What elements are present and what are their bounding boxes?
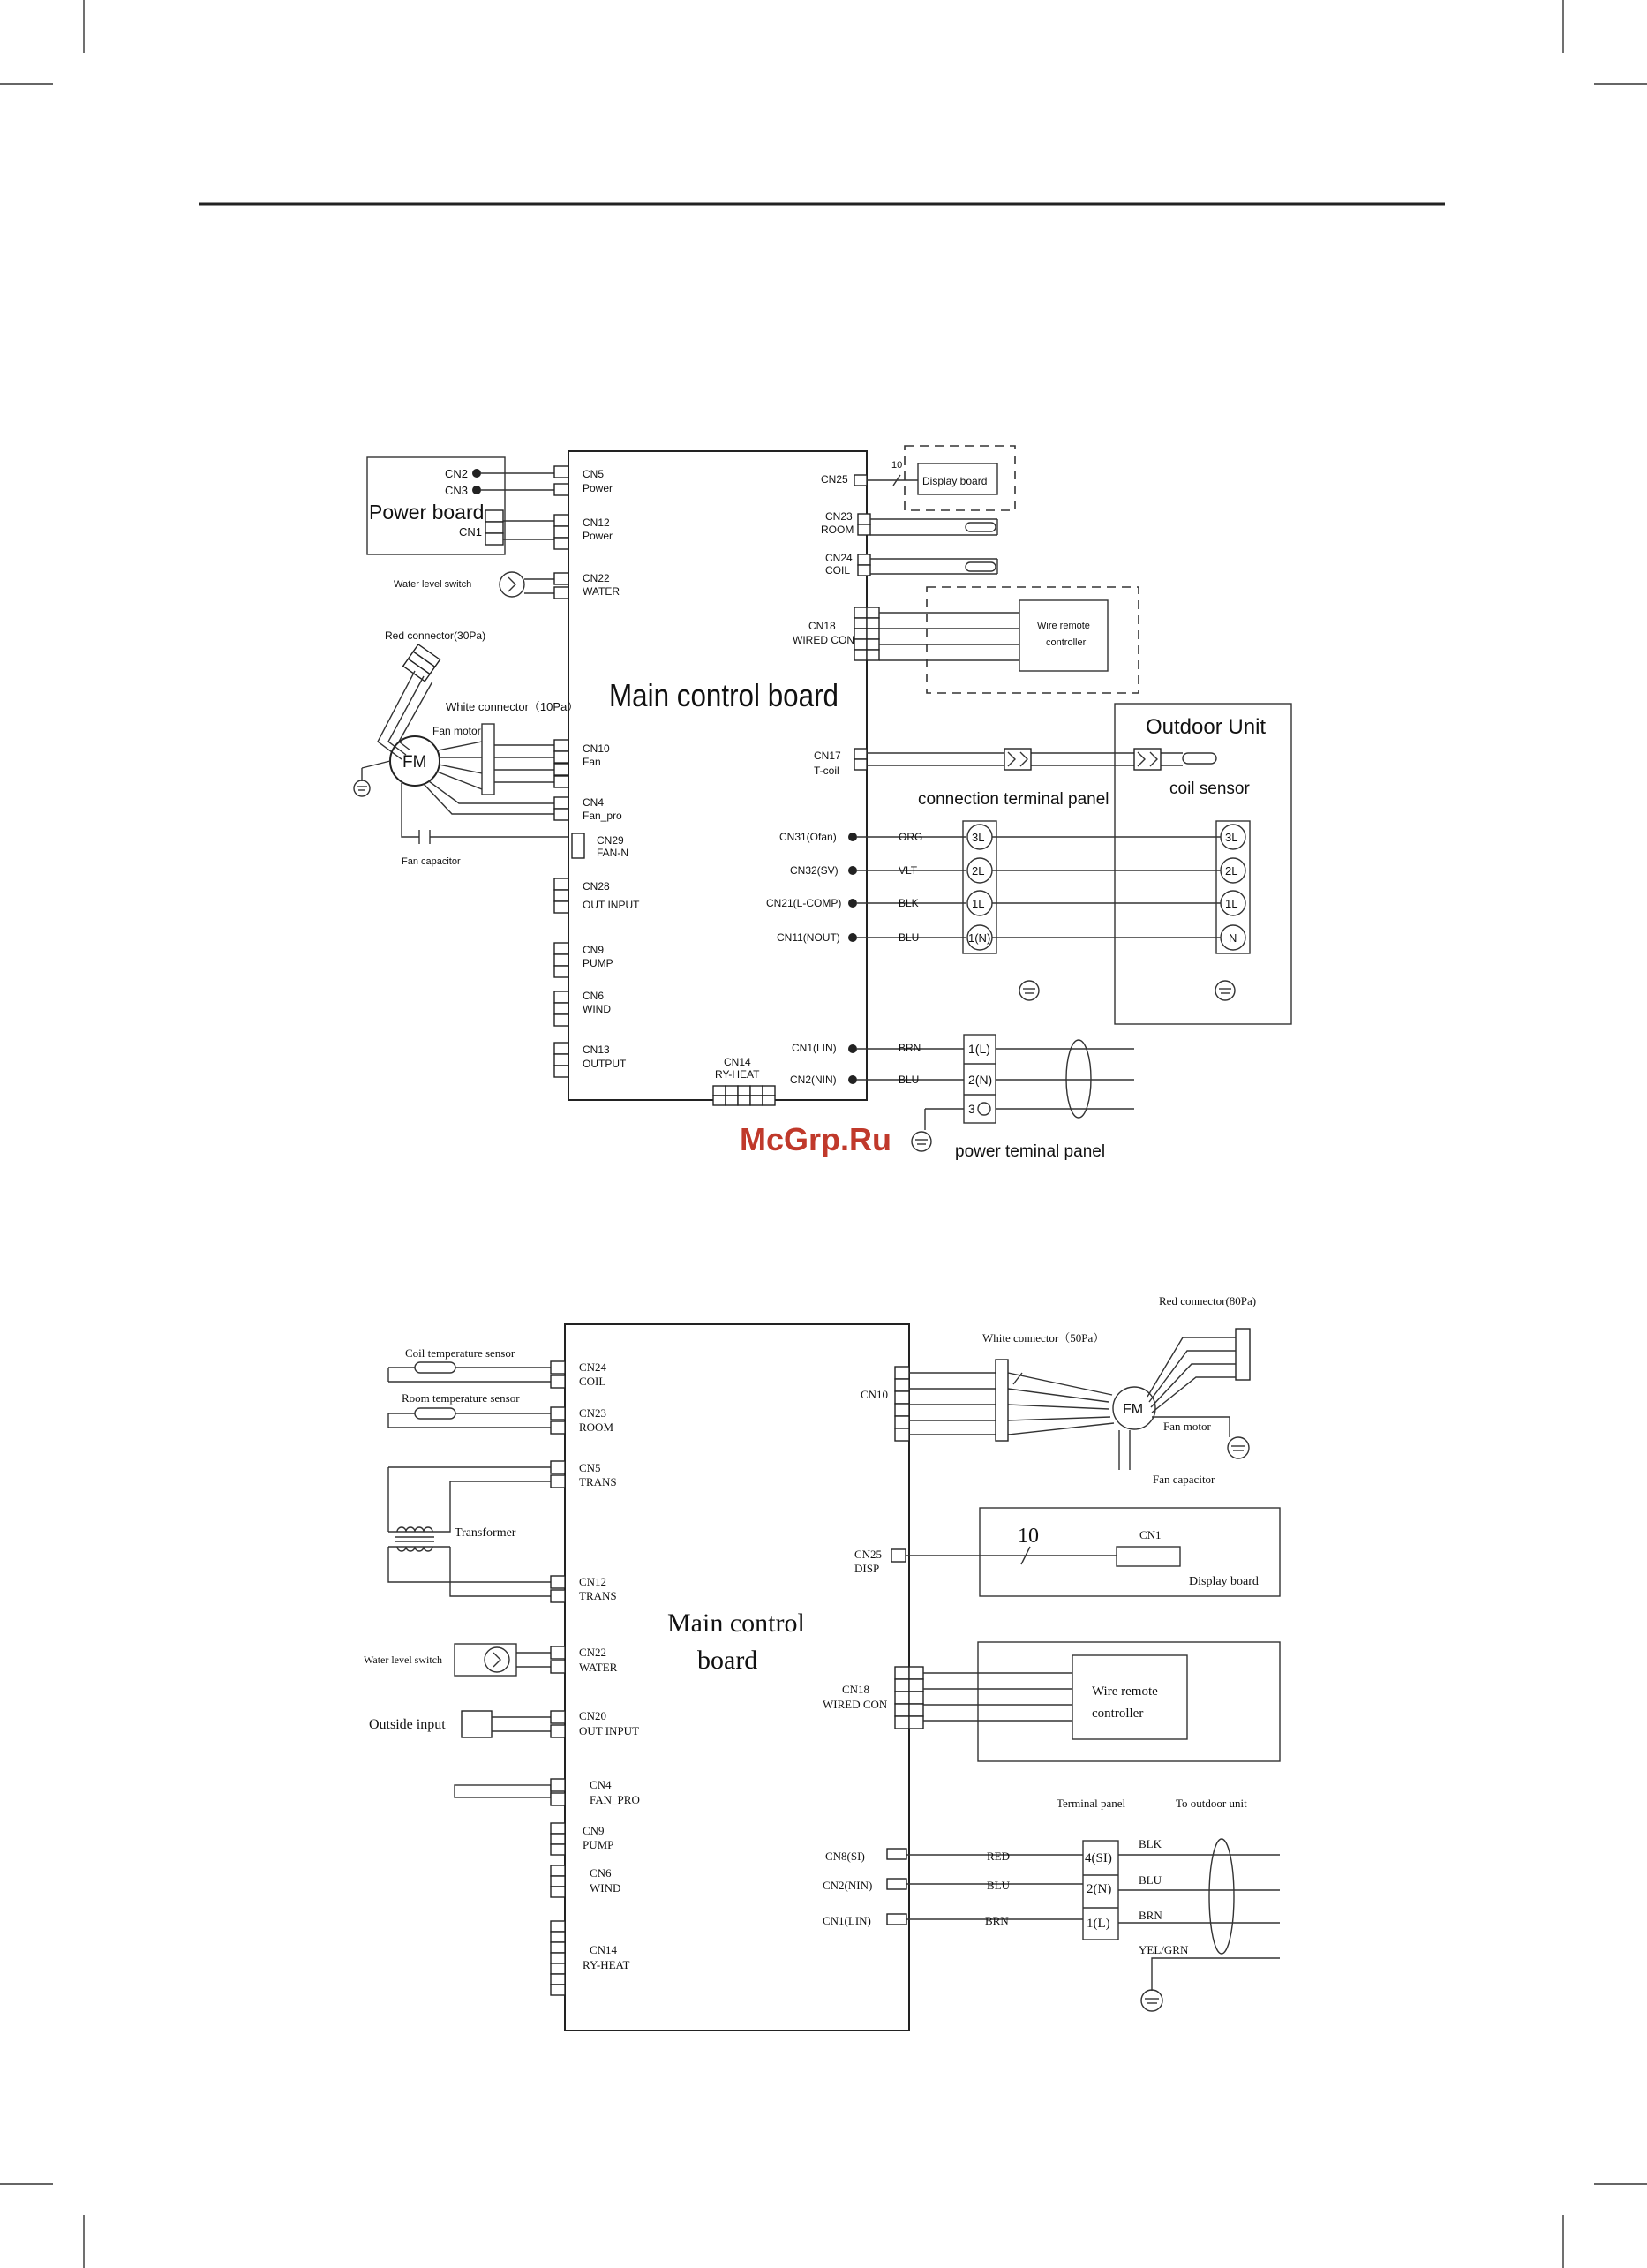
transformer-label: Transformer (455, 1526, 516, 1540)
cn10-sub: Fan (583, 756, 601, 768)
cn25-label: CN25 (821, 473, 848, 486)
cn1-pb-label: CN1 (459, 525, 483, 539)
cn5-label: CN5 (583, 468, 605, 480)
cn9-connector-2 (551, 1823, 565, 1855)
cn22-connector (554, 573, 568, 599)
cn24-connector (858, 554, 870, 576)
ground-icon-3 (1215, 981, 1235, 1000)
cn6-connector (554, 991, 568, 1026)
wire-remote-label-2b: controller (1092, 1707, 1144, 1721)
blk-out-label: BLK (1139, 1837, 1162, 1850)
org-label: ORG (899, 831, 923, 843)
cn18-sub: WIRED CON (793, 634, 854, 646)
cn13-connector (554, 1043, 568, 1077)
cn22-sub-2: WATER (579, 1661, 618, 1674)
cn6-sub-2: WIND (590, 1881, 621, 1895)
power-terminal-2n: 2(N) (968, 1073, 993, 1087)
wire-remote-box (1019, 600, 1108, 671)
wire-remote-label-2: controller (1046, 637, 1087, 648)
wiring-diagram-2 (364, 1294, 1280, 2031)
cn10-label-2: CN10 (861, 1388, 889, 1401)
room-temp-sensor-icon (415, 1408, 455, 1419)
cn12-sub-2: TRANS (579, 1589, 617, 1602)
watermark: McGrp.Ru (740, 1121, 892, 1157)
blu-wire-label: BLU (987, 1879, 1010, 1892)
water-switch-label: Water level switch (394, 579, 472, 590)
cn9-label-2: CN9 (583, 1824, 605, 1837)
power-terminal-1l: 1(L) (968, 1042, 990, 1056)
vlt-label: VLT (899, 864, 918, 877)
power-row-3 (925, 1102, 1134, 1130)
cn25-connector-2 (891, 1549, 906, 1562)
white-connector-plug (482, 724, 494, 795)
cn13-sub: OUTPUT (583, 1058, 627, 1070)
blu-label-2: BLU (899, 1074, 920, 1086)
red-connector-label: Red connector(30Pa) (385, 629, 486, 642)
cn4-sub: Fan_pro (583, 810, 622, 822)
fan-motor-label-2: Fan motor (1163, 1420, 1211, 1433)
coil-sensor-icon-1 (966, 562, 996, 571)
fm-label-1: FM (402, 753, 427, 772)
display-board-label-2: Display board (1189, 1575, 1259, 1588)
cn5-connector-2 (551, 1461, 565, 1488)
terminal-row-2n (823, 1873, 1280, 1896)
cn18-sub-2: WIRED CON (823, 1698, 888, 1711)
cn24-connector-2 (551, 1361, 565, 1388)
coil-temp-sensor-label: Coil temperature sensor (405, 1346, 515, 1360)
cn29-connector (572, 833, 584, 858)
cn14-label: CN14 (724, 1056, 751, 1068)
wiring-diagram-1 (354, 446, 1291, 1161)
room-temp-sensor-label: Room temperature sensor (402, 1391, 520, 1405)
terminal-row-1l (766, 891, 1245, 915)
cn31-label: CN31(Ofan) (779, 831, 837, 843)
cn18-label: CN18 (808, 620, 836, 632)
fan-pro-lead (455, 1785, 551, 1797)
cn22-label-2: CN22 (579, 1646, 607, 1659)
cn14-connector (713, 1086, 775, 1105)
cn1-pb-connector (485, 510, 503, 545)
white-connector-label: White connector（10Pa） (446, 700, 579, 713)
red-wire-label: RED (987, 1850, 1010, 1863)
brn-wire-label: BRN (985, 1914, 1009, 1927)
cn25-sub-2: DISP (854, 1562, 880, 1575)
water-switch-label-2: Water level switch (364, 1654, 442, 1666)
board-title-2b: board (697, 1646, 758, 1675)
terminal-panel-label: Terminal panel (1057, 1797, 1126, 1810)
power-cable-bundle-1 (1066, 1040, 1091, 1118)
cn2-nin-label: CN2(NIN) (790, 1074, 837, 1086)
display-cn1-connector (1117, 1547, 1180, 1566)
board-title-1: Main control board (609, 677, 839, 713)
cn24-label: CN24 (825, 552, 853, 564)
terminal-4si: 4(SI) (1085, 1851, 1112, 1865)
display-cn1-label: CN1 (1139, 1528, 1162, 1541)
wire-remote-outer (927, 587, 1139, 693)
water-switch-icon-2 (485, 1647, 509, 1672)
cn21-label: CN21(L-COMP) (766, 897, 842, 909)
cn9-sub-2: PUMP (583, 1838, 614, 1851)
cn2-label: CN2 (445, 467, 469, 480)
power-board-label: Power board (369, 501, 485, 524)
t-coil-plug-2 (1134, 749, 1161, 770)
terminal-1l: 1L (972, 897, 985, 910)
cn23-sub: ROOM (821, 524, 854, 536)
terminal-row-n (777, 925, 1245, 950)
fan-capacitor-label-2: Fan capacitor (1153, 1473, 1215, 1486)
blk-label: BLK (899, 897, 919, 909)
coil-sensor-icon-2 (1183, 753, 1216, 764)
cn28-label: CN28 (583, 880, 610, 893)
cn24-sub: COIL (825, 564, 851, 576)
wire-remote-label-2a: Wire remote (1092, 1684, 1158, 1699)
wire-remote-outer-2 (978, 1642, 1280, 1761)
cn9-connector (554, 943, 568, 977)
blu-label: BLU (899, 931, 920, 944)
cn12-label: CN12 (583, 516, 610, 529)
cn22-label: CN22 (583, 572, 610, 584)
cn4-label: CN4 (583, 796, 605, 809)
cn6-label-2: CN6 (590, 1866, 612, 1880)
ground-icon-4 (912, 1132, 931, 1151)
cn25-connector (854, 475, 867, 486)
red-connector-plug (403, 644, 440, 682)
white-connector-plug-2 (996, 1360, 1008, 1441)
cn4-label-2: CN4 (590, 1778, 612, 1791)
terminal-3l: 3L (972, 831, 985, 844)
cn29-label: CN29 (597, 834, 624, 847)
red-connector-plug-2 (1236, 1329, 1250, 1380)
cn23-connector (858, 514, 870, 535)
fm-label-2: FM (1123, 1402, 1144, 1417)
cn1-lin-label: CN1(LIN) (792, 1042, 837, 1054)
cn25-wire-count-2: 10 (1018, 1525, 1039, 1548)
coil-temp-sensor-icon (415, 1362, 455, 1373)
ground-icon-6 (1141, 1990, 1162, 2011)
t-coil-plug-1 (1004, 749, 1031, 770)
cn14-connector-2 (551, 1921, 565, 1995)
cn2-terminal (472, 469, 481, 478)
connection-terminal-label: connection terminal panel (918, 790, 1109, 809)
cn24-sub-2: COIL (579, 1375, 606, 1388)
cn23-sub-2: ROOM (579, 1420, 614, 1434)
brn-out-label: BRN (1139, 1909, 1162, 1922)
red-connector-label-2: Red connector(80Pa) (1159, 1294, 1257, 1307)
cn25-wire-count: 10 (891, 460, 903, 471)
cn12-connector-2 (551, 1576, 565, 1602)
ground-icon-5 (1228, 1437, 1249, 1458)
cn17-label: CN17 (814, 750, 841, 762)
cn2-nin-label-2: CN2(NIN) (823, 1879, 873, 1892)
display-board-label: Display board (922, 475, 988, 487)
cn17-sub: T-coil (814, 765, 839, 777)
cn10-connector (554, 740, 568, 787)
power-row-1l (792, 1042, 1134, 1056)
outdoor-terminal-n: N (1229, 931, 1237, 945)
brn-label: BRN (899, 1042, 921, 1054)
outdoor-terminal-3l: 3L (1225, 831, 1238, 844)
cn12-sub: Power (583, 530, 613, 542)
cn3-label: CN3 (445, 484, 469, 497)
cn6-sub: WIND (583, 1003, 611, 1015)
power-terminal-3: 3 (968, 1102, 975, 1116)
cn32-label: CN32(SV) (790, 864, 839, 877)
cn6-label: CN6 (583, 990, 605, 1002)
terminal-row-3l (779, 825, 1245, 849)
cn10-label: CN10 (583, 742, 610, 755)
cn14-sub: RY-HEAT (715, 1068, 760, 1081)
cn9-sub: PUMP (583, 957, 613, 969)
fan-capacitor-label: Fan capacitor (402, 856, 461, 867)
cn22-sub: WATER (583, 585, 620, 598)
water-switch-icon (500, 572, 524, 597)
power-cable-bundle-2 (1209, 1839, 1234, 1954)
board-title-2a: Main control (667, 1609, 805, 1638)
fan-motor-label: Fan motor (432, 725, 481, 737)
cn18-label-2: CN18 (842, 1683, 870, 1696)
cn24-label-2: CN24 (579, 1360, 607, 1374)
cn20-sub: OUT INPUT (579, 1724, 640, 1737)
terminal-2l: 2L (972, 864, 985, 878)
cn23-label: CN23 (825, 510, 853, 523)
cn23-connector-2 (551, 1407, 565, 1434)
cn28-connector (554, 878, 568, 913)
terminal-row-2l (790, 858, 1245, 883)
power-row-2n (790, 1073, 1134, 1087)
terminal-2n-2: 2(N) (1087, 1882, 1112, 1896)
terminal-1n: 1(N) (968, 931, 991, 945)
cn12-label-2: CN12 (579, 1575, 607, 1588)
ground-icon-2 (1019, 981, 1039, 1000)
cn18-connector (854, 607, 879, 660)
cn14-sub-2: RY-HEAT (583, 1958, 630, 1971)
cn10-connector-2 (895, 1367, 909, 1441)
cn5-label-2: CN5 (579, 1461, 601, 1474)
outdoor-terminal-1l: 1L (1225, 897, 1238, 910)
cn20-label: CN20 (579, 1709, 607, 1722)
coil-sensor-label: coil sensor (1169, 780, 1250, 798)
blu-out-label: BLU (1139, 1873, 1162, 1887)
cn23-label-2: CN23 (579, 1406, 607, 1420)
cn18-connector-2 (895, 1667, 923, 1729)
cn5-sub-2: TRANS (579, 1475, 617, 1488)
cn4-connector-2 (551, 1779, 565, 1805)
cn9-label: CN9 (583, 944, 605, 956)
cn17-connector (854, 749, 867, 770)
outdoor-terminal-2l: 2L (1225, 864, 1238, 878)
cn29-sub: FAN-N (597, 847, 628, 859)
white-connector-label-2: White connector（50Pa） (982, 1331, 1105, 1345)
cn3-terminal (472, 486, 481, 494)
water-switch-box (455, 1644, 516, 1676)
outside-input-plug (462, 1711, 492, 1737)
cn13-label: CN13 (583, 1044, 610, 1056)
wire-remote-label: Wire remote (1037, 621, 1090, 631)
cn4-sub-2: FAN_PRO (590, 1793, 640, 1806)
terminal-1l-2: 1(L) (1087, 1917, 1110, 1931)
cn14-label-2: CN14 (590, 1943, 618, 1956)
cn25-label-2: CN25 (854, 1548, 883, 1561)
cn11-label: CN11(NOUT) (777, 931, 840, 944)
cn12-connector (554, 515, 568, 549)
outdoor-unit-label: Outdoor Unit (1146, 715, 1267, 739)
cn5-connector (554, 466, 568, 495)
to-outdoor-label: To outdoor unit (1176, 1797, 1247, 1810)
yel-grn-label: YEL/GRN (1139, 1943, 1189, 1956)
cn5-sub: Power (583, 482, 613, 494)
cn1-lin-label-2: CN1(LIN) (823, 1914, 871, 1927)
cn22-connector-2 (551, 1646, 565, 1673)
cn8-label: CN8(SI) (825, 1850, 865, 1863)
cn28-sub: OUT INPUT (583, 899, 640, 911)
transformer-icon (395, 1527, 434, 1551)
ground-icon-1 (354, 780, 370, 796)
outside-input-label: Outside input (369, 1717, 446, 1732)
cn6-connector-2 (551, 1865, 565, 1897)
cn20-connector (551, 1711, 565, 1737)
power-terminal-label: power teminal panel (955, 1142, 1106, 1161)
cn4-connector (554, 797, 568, 820)
room-sensor-icon (966, 523, 996, 531)
